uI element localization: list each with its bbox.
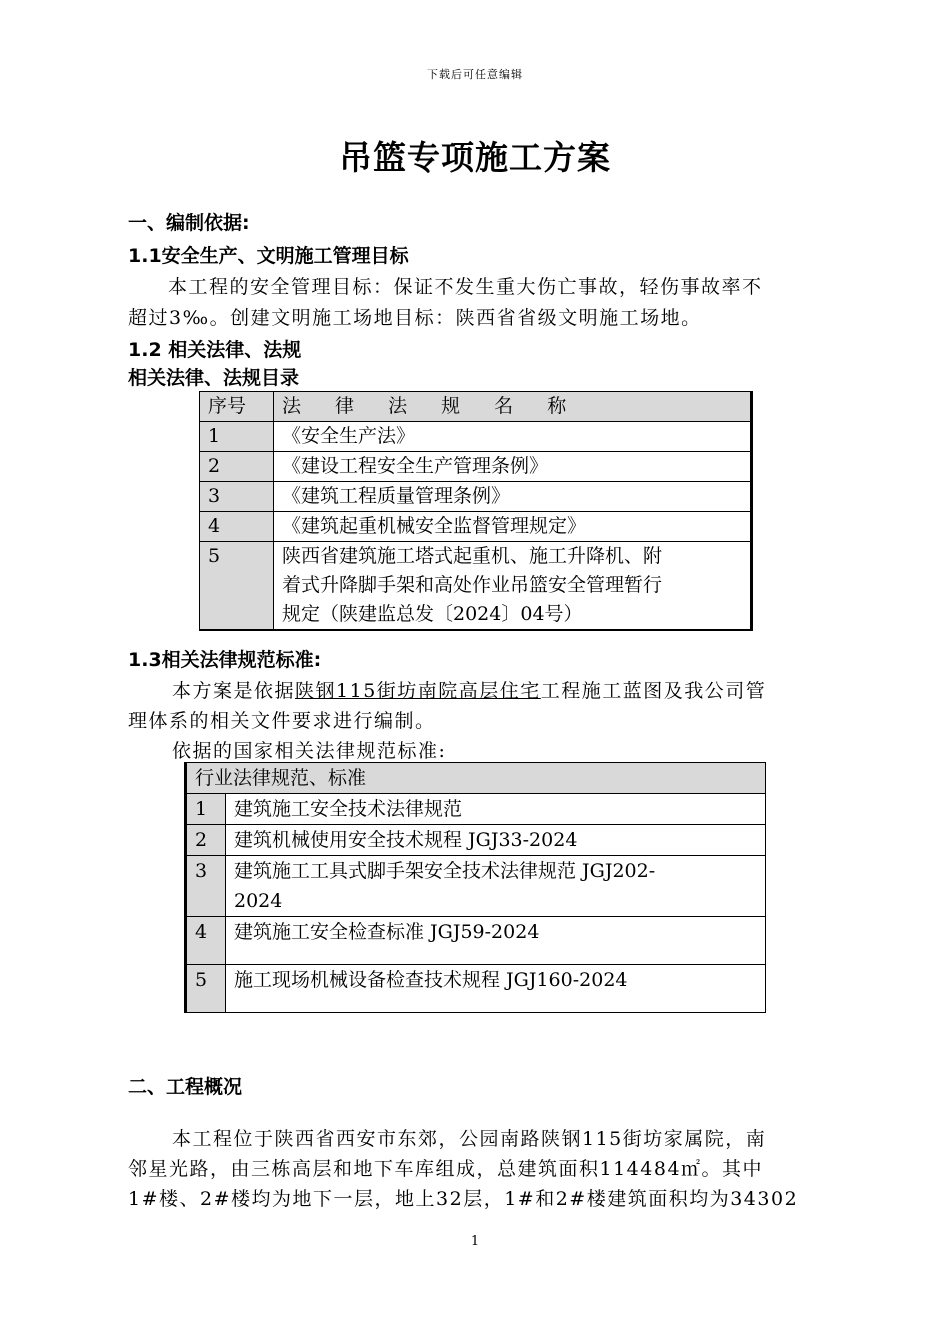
text-segment: 本方案是依据 — [172, 680, 296, 702]
row-name: 施工现场机械设备检查技术规程 JGJ160-2024 — [226, 965, 766, 1013]
section1-3-heading: 1.3相关法律规范标准: — [128, 649, 322, 671]
row-number: 3 — [186, 856, 226, 917]
section1-3-text-line1 — [172, 676, 766, 703]
row-number: 5 — [186, 965, 226, 1013]
table-row — [200, 482, 752, 512]
laws-table-header — [200, 392, 752, 422]
section1-1-text-line2: 超过3‰。创建文明施工场地目标：陕西省省级文明施工场地。 — [128, 307, 702, 329]
section1-2-heading: 1.2 相关法律、法规 — [128, 339, 302, 361]
row-name: 建筑施工安全检查标准 JGJ59-2024 — [226, 917, 766, 965]
row-number: 1 — [200, 422, 274, 452]
section1-heading: 一、编制依据: — [128, 212, 250, 234]
row-name-line: 2024 — [234, 890, 283, 912]
page-number: 1 — [470, 1234, 480, 1249]
row-name: 建筑机械使用安全技术规程 JGJ33-2024 — [226, 825, 766, 856]
section2-text-line1: 本工程位于陕西省西安市东郊，公园南路陕钢115街坊家属院，南 — [172, 1128, 767, 1150]
row-name-line: 陕西省建筑施工塔式起重机、施工升降机、附 — [282, 545, 663, 567]
text-segment: 工程施工蓝图及我公司管 — [540, 680, 767, 702]
row-number: 3 — [200, 482, 274, 512]
standards-table — [184, 762, 766, 1013]
laws-table-col-name: 法 律 法 规 名 称 — [274, 392, 752, 422]
table-row — [200, 512, 752, 542]
row-number: 5 — [200, 542, 274, 631]
table-row — [186, 825, 766, 856]
section1-3-text-line3: 依据的国家相关法律规范标准: — [172, 740, 447, 762]
laws-list-heading: 相关法律、法规目录 — [128, 367, 300, 389]
header-note: 下载后可任意编辑 — [427, 68, 523, 81]
row-name — [226, 856, 766, 917]
row-number: 2 — [186, 825, 226, 856]
laws-table — [199, 391, 753, 631]
row-name: 《建筑工程质量管理条例》 — [274, 482, 752, 512]
table-row — [186, 917, 766, 965]
row-name-line: 着式升降脚手架和高处作业吊篮安全管理暂行 — [282, 574, 663, 596]
row-number: 2 — [200, 452, 274, 482]
standards-table-title: 行业法律规范、标准 — [186, 763, 766, 794]
section2-text-line3: 1#楼、2#楼均为地下一层，地上32层，1#和2#楼建筑面积均为34302 — [128, 1188, 799, 1210]
section1-3-text-line2: 理体系的相关文件要求进行编制。 — [128, 710, 436, 732]
table-row — [200, 542, 752, 631]
standards-table-header — [186, 763, 766, 794]
document-title: 吊篮专项施工方案 — [339, 138, 611, 177]
row-name — [274, 542, 752, 631]
row-number: 4 — [186, 917, 226, 965]
row-number: 4 — [200, 512, 274, 542]
table-row — [186, 856, 766, 917]
table-row — [200, 452, 752, 482]
row-name: 《建设工程安全生产管理条例》 — [274, 452, 752, 482]
project-name: 陕钢115街坊南院高层住宅 — [295, 680, 541, 702]
row-name: 建筑施工安全技术法律规范 — [226, 794, 766, 825]
table-row — [186, 794, 766, 825]
section1-1-text-line1: 本工程的安全管理目标：保证不发生重大伤亡事故，轻伤事故率不 — [168, 276, 763, 298]
section1-1-heading: 1.1安全生产、文明施工管理目标 — [128, 245, 409, 267]
table-row — [186, 965, 766, 1013]
row-name: 《建筑起重机械安全监督管理规定》 — [274, 512, 752, 542]
table-row — [200, 422, 752, 452]
row-number: 1 — [186, 794, 226, 825]
section2-text-line2: 邻星光路，由三栋高层和地下车库组成，总建筑面积114484㎡。其中 — [128, 1158, 764, 1180]
row-name-line: 建筑施工工具式脚手架安全技术法律规范 JGJ202- — [234, 860, 656, 882]
row-name: 《安全生产法》 — [274, 422, 752, 452]
row-name-line: 规定（陕建监总发〔2024〕04号） — [282, 603, 583, 625]
section2-heading: 二、工程概况 — [128, 1076, 243, 1098]
laws-table-col-number: 序号 — [200, 392, 274, 422]
